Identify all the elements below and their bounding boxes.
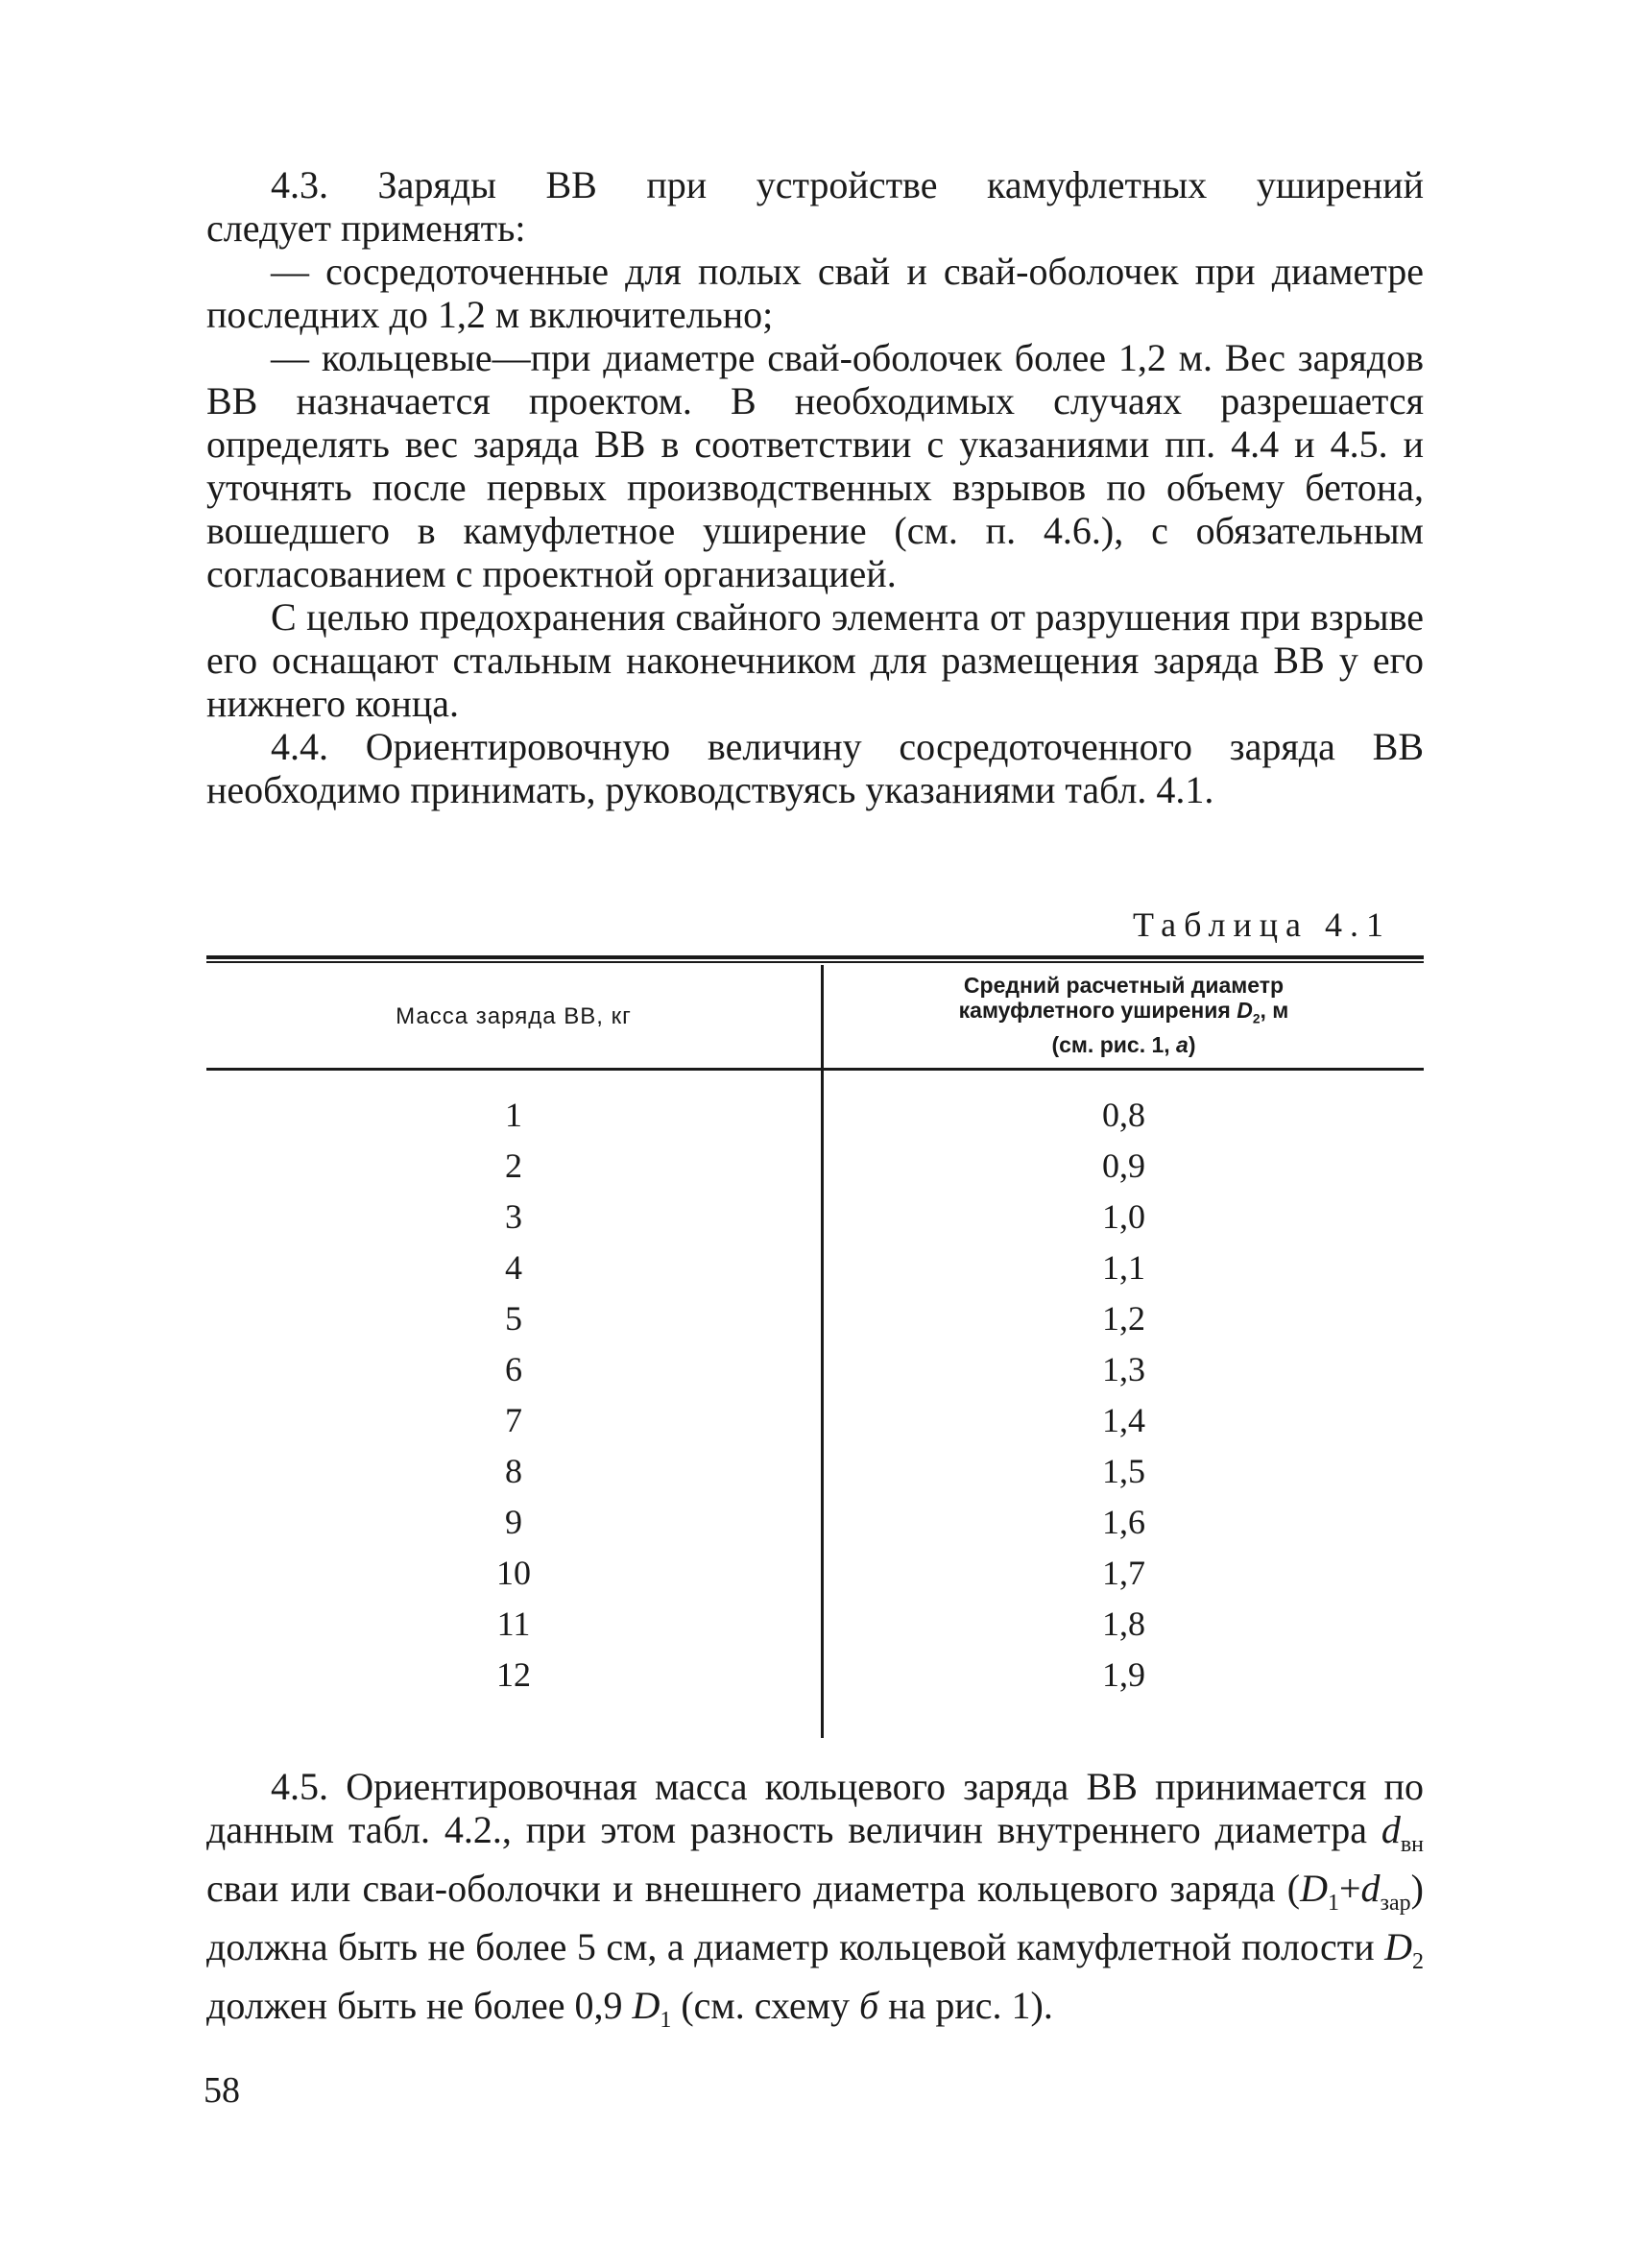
cell-mass: 7 [505, 1401, 522, 1439]
cell-mass: 5 [505, 1299, 522, 1338]
header-ref-letter: а [1176, 1031, 1189, 1057]
sym-d-vn: d [1381, 1808, 1401, 1851]
paragraph-ring: — кольцевые—при диаметре свай-оболочек более 1,2 м. Вес зарядов ВВ назначается проектом. В необходимых случаях разрешается определять вес заряда ВВ в соответствии с указаниями пп. 4.4 и 4.5. и уточнять после первых производственных взрывов по объему бетона, вошедшего в камуфлетное уширение (см. п. 4.6.), с обязательным согласованием с проектной организацией. [206, 336, 1424, 595]
cell-diameter: 1,8 [1102, 1604, 1145, 1643]
table-caption: Таблица 4.1 [1133, 905, 1391, 944]
paragraph-concentrated: — сосредоточенные для полых свай и свай-оболочек при диаметре последних до 1,2 м включительно; [206, 250, 1424, 336]
p45-text-f: на рис. 1). [888, 1984, 1053, 2027]
paragraph-4-4: 4.4. Ориентировочную величину сосредоточенного заряда ВВ необходимо принимать, руководствуясь указаниями табл. 4.1. [206, 725, 1424, 811]
cell-diameter: 1,7 [1102, 1554, 1145, 1592]
cell-diameter: 1,4 [1102, 1401, 1145, 1439]
cell-mass: 12 [496, 1655, 531, 1694]
table-top-rule [206, 955, 1424, 959]
header-diameter-text: камуфлетного уширения [958, 998, 1231, 1023]
table-row [206, 1090, 1424, 1141]
cell-mass: 11 [496, 1604, 531, 1643]
table-row [206, 1395, 1424, 1446]
cell-mass: 9 [505, 1503, 522, 1541]
table-top-rule-thin [206, 961, 1424, 963]
sub-vn: вн [1400, 1832, 1425, 1857]
header-diameter-line-2 [824, 998, 1424, 1032]
p45-text-b: сваи или сваи-оболочки и внешнего диаметра кольцевого заряда ( [206, 1867, 1301, 1910]
header-diameter-subscript: 2 [1252, 1011, 1261, 1026]
table-row [206, 1141, 1424, 1192]
header-mass: Масса заряда ВВ, кг [396, 1003, 632, 1029]
header-diameter-unit: , м [1260, 998, 1289, 1023]
p45-text-c: ) должна быть не более 5 см, а диаметр кольцевой камуфлетной полости [206, 1867, 1424, 1968]
cell-diameter: 0,8 [1102, 1096, 1145, 1134]
cell-mass: 3 [505, 1197, 522, 1236]
table-row [206, 1344, 1424, 1395]
cell-mass: 2 [505, 1146, 522, 1185]
table-row [206, 1497, 1424, 1548]
table-row [206, 1192, 1424, 1243]
sym-d-zar: d [1360, 1867, 1381, 1910]
paragraph-4-3-line-2: следует применять: [206, 206, 526, 250]
header-diameter-line-3 [824, 1032, 1424, 1057]
table-row [206, 1243, 1424, 1293]
table-row [206, 1446, 1424, 1497]
cell-mass: 6 [505, 1350, 522, 1388]
cell-diameter: 0,9 [1102, 1146, 1145, 1185]
header-ref-open: (см. рис. 1, [1051, 1031, 1170, 1057]
cell-diameter: 1,9 [1102, 1655, 1145, 1694]
sym-D1-b: D [632, 1984, 660, 2027]
sub-zar: зар [1380, 1891, 1411, 1916]
cell-diameter: 1,2 [1102, 1299, 1145, 1338]
table-row [206, 1650, 1424, 1701]
p45-text-a: 4.5. Ориентировочная масса кольцевого заряда ВВ принимается по данным табл. 4.2., при этом разность величин внутреннего диаметра [206, 1765, 1424, 1851]
header-diameter-symbol: D [1237, 998, 1253, 1023]
paragraph-4-3-line-1: 4.3. Заряды ВВ при устройстве камуфлетных уширений [271, 163, 1424, 206]
sym-D1: D [1300, 1867, 1328, 1910]
cell-diameter: 1,0 [1102, 1197, 1145, 1236]
table-header-rule [206, 1068, 1424, 1071]
table-row [206, 1548, 1424, 1599]
cell-diameter: 1,5 [1102, 1452, 1145, 1490]
sym-b: б [859, 1984, 879, 2027]
page-number: 58 [204, 2070, 240, 2111]
table-row [206, 1599, 1424, 1650]
cell-diameter: 1,6 [1102, 1503, 1145, 1541]
plus-sign: + [1338, 1867, 1361, 1910]
sym-D2: D [1384, 1925, 1413, 1968]
cell-mass: 8 [505, 1452, 522, 1490]
sub-D1-b: 1 [660, 2008, 672, 2033]
paragraph-protection: С целью предохранения свайного элемента от разрушения при взрыве его оснащают стальным наконечником для размещения заряда ВВ у его нижнего конца. [206, 595, 1424, 725]
cell-mass: 1 [505, 1096, 522, 1134]
text-block-top [206, 163, 1424, 811]
table-4-1 [206, 955, 1424, 1738]
text-block-bottom [206, 1765, 1424, 2042]
header-diameter [824, 973, 1424, 1057]
cell-mass: 4 [505, 1248, 522, 1287]
p45-text-e: (см. схему [681, 1984, 851, 2027]
header-diameter-line-1: Средний расчетный диаметр [963, 973, 1285, 998]
table-row [206, 1293, 1424, 1344]
sub-D2: 2 [1412, 1949, 1425, 1974]
header-ref-close: ) [1188, 1031, 1196, 1057]
paragraph-4-5 [206, 1765, 1424, 2042]
cell-mass: 10 [496, 1554, 531, 1592]
cell-diameter: 1,1 [1102, 1248, 1145, 1287]
cell-diameter: 1,3 [1102, 1350, 1145, 1388]
table-body [206, 1090, 1424, 1701]
sub-D1: 1 [1327, 1891, 1339, 1916]
p45-text-d: должен быть не более 0,9 [206, 1984, 623, 2027]
